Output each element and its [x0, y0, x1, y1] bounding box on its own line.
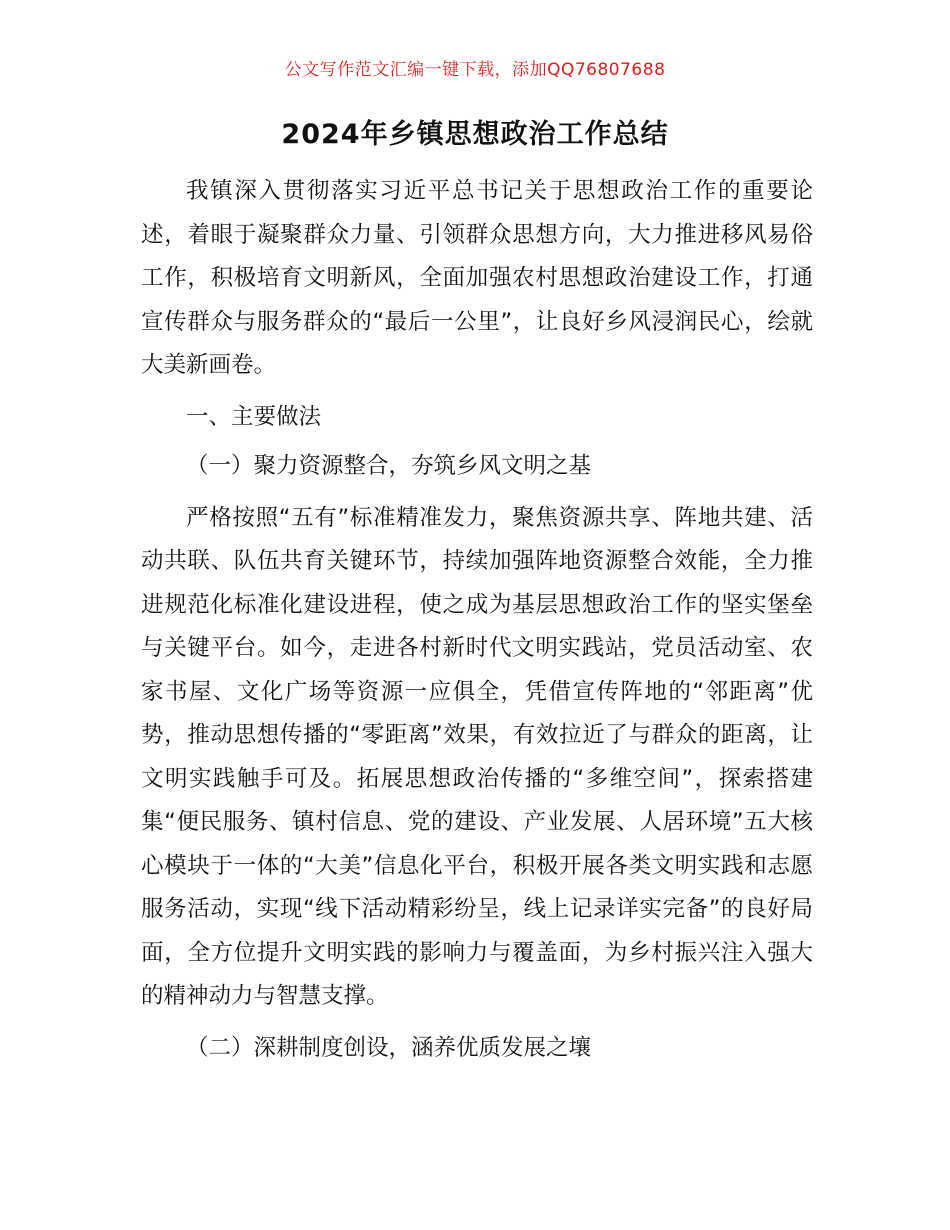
subsection-heading-1: （一）聚力资源整合，夯筑乡风文明之基: [186, 453, 592, 479]
body-paragraph-1: 严格按照“五有”标准精准发力，聚焦资源共享、阵地共建、活动共联、队伍共育关键环节，持续加强阵地资源整合效能，全力推进规范化标准化建设进程，使之成为基层思想政治工作的坚实堡垒与关键平台。如今，走进各村新时代文明实践站，党员活动室、农家书屋、文化广场等资源一应俱全，凭借宣传阵地的“邻距离”优势，推动思想传播的“零距离”效果，有效拉近了与群众的距离，让文明实践触手可及。拓展思想政治传播的“多维空间”，探索搭建集“便民服务、镇村信息、党的建设、产业发展、人居环境”五大核心模块于一体的“大美”信息化平台，积极开展各类文明实践和志愿服务活动，实现“线下活动精彩纷呈，线上记录详实完备”的良好局面，全方位提升文明实践的影响力与覆盖面，为乡村振兴注入强大的精神动力与智慧支撑。: [141, 504, 813, 1009]
subsection-heading-2: （二）深耕制度创设，涵养优质发展之壤: [186, 1034, 592, 1061]
document-title: 2024年乡镇思想政治工作总结: [281, 119, 669, 150]
download-promo-note: 公文写作范文汇编一键下载，添加QQ76807688: [284, 60, 666, 80]
section-heading-main-practices: 一、主要做法: [186, 403, 322, 430]
document-body: [141, 170, 813, 1070]
intro-paragraph: 我镇深入贯彻落实习近平总书记关于思想政治工作的重要论述，着眼于凝聚群众力量、引领群众思想方向，大力推进移风易俗工作，积极培育文明新风，全面加强农村思想政治建设工作，打通宣传群众与服务群众的“最后一公里”，让良好乡风浸润民心，绘就大美新画卷。: [141, 178, 813, 378]
